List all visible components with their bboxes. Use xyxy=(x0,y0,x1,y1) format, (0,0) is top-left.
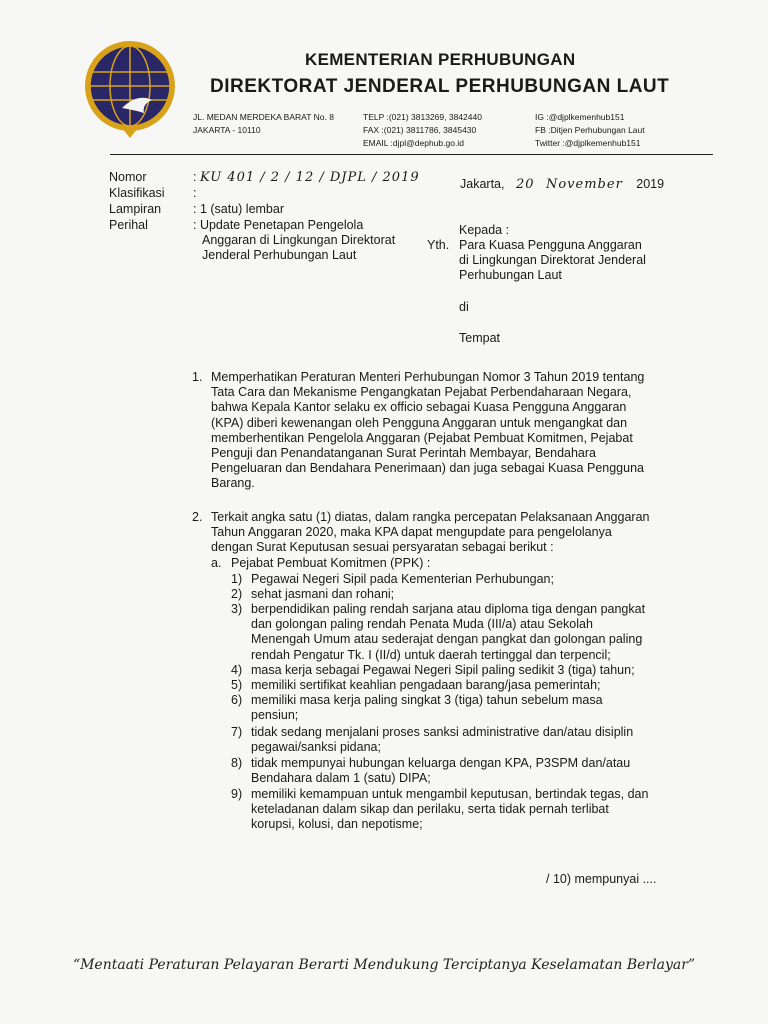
perihal-line: Jenderal Perhubungan Laut xyxy=(202,248,357,262)
text-line: dan golongan paling rendah Penata Muda (III/a) atau Sekolah xyxy=(251,617,593,632)
ministry-title: KEMENTERIAN PERHUBUNGAN xyxy=(305,50,576,69)
text-line: Tahun Anggaran 2020, maka KPA dapat mengupdate para pengelolanya xyxy=(211,525,612,540)
text-line: pensiun; xyxy=(251,708,299,723)
text-line: masa kerja sebagai Pegawai Negeri Sipil paling sedikit 3 (tiga) tahun; xyxy=(251,663,635,677)
subsection-letter: a. xyxy=(211,556,222,570)
date-year: 2019 xyxy=(636,177,665,191)
item-number: 4) xyxy=(231,663,243,677)
header-divider xyxy=(110,154,713,155)
text-line: dengan Surat Keputusan sesuai persyaratan sebagai berikut : xyxy=(211,540,554,555)
requirement-item xyxy=(251,725,671,755)
paragraph-1 xyxy=(211,370,674,492)
text-line: sehat jasmani dan rohani; xyxy=(251,587,395,601)
requirement-item xyxy=(251,663,671,678)
text-line: Tata Cara dan Mekanisme Pengangkatan Pejabat Perbendaharaan Negara, xyxy=(211,385,632,400)
text-line: Penguji dan Penandatanganan Surat Perintah Membayar, Bendahara xyxy=(211,446,597,461)
nomor-handwritten: KU 401 / 2 / 12 / DJPL / 2019 xyxy=(199,170,420,185)
date-month: November xyxy=(545,177,623,192)
date-city: Jakarta, xyxy=(460,177,505,191)
requirement-item xyxy=(251,602,671,663)
requirement-item xyxy=(251,587,671,602)
requirement-item xyxy=(251,756,671,786)
text-line: Menengah Umum atau sederajat dengan pangkat dan golongan paling xyxy=(251,632,643,647)
item-number: 5) xyxy=(231,678,243,692)
requirement-item xyxy=(251,787,671,833)
label-lampiran: Lampiran xyxy=(109,202,162,216)
perihal-line: Anggaran di Lingkungan Direktorat xyxy=(202,233,396,247)
kepada-label: Kepada : xyxy=(459,223,510,237)
text-line: tidak mempunyai hubungan keluarga dengan KPA, P3SPM dan/atau xyxy=(251,756,631,770)
phone-block xyxy=(363,111,523,150)
footer-motto: “Mentaati Peraturan Pelayaran Berarti Mendukung Terciptanya Keselamatan Berlayar” xyxy=(72,957,696,973)
paragraph-2 xyxy=(211,510,674,556)
text-line: Barang. xyxy=(211,476,255,491)
fax-line: FAX :(021) 3811786, 3845430 xyxy=(363,125,477,135)
page-continuation: / 10) mempunyai .... xyxy=(546,872,657,886)
address-block xyxy=(193,111,353,137)
perihal-line: : Update Penetapan Pengelola xyxy=(193,218,364,232)
label-nomor: Nomor xyxy=(109,170,147,184)
directorate-title: DIREKTORAT JENDERAL PERHUBUNGAN LAUT xyxy=(210,76,670,97)
text-line: keteladanan dalam sikap dan perilaku, serta tidak pernah terlibat xyxy=(251,802,609,817)
twitter-line: Twitter :@djplkemenhub151 xyxy=(535,138,641,148)
recipient-line: Perhubungan Laut xyxy=(459,268,562,282)
requirement-item xyxy=(251,572,671,587)
item-number: 7) xyxy=(231,725,243,739)
text-line: Memperhatikan Peraturan Menteri Perhubungan Nomor 3 Tahun 2019 tentang xyxy=(211,370,645,384)
text-line: korupsi, kolusi, dan nepotisme; xyxy=(251,817,423,832)
requirement-item xyxy=(251,693,671,723)
recipient-line: Para Kuasa Pengguna Anggaran xyxy=(459,238,642,252)
requirement-item xyxy=(251,678,671,693)
perihal-value xyxy=(193,218,395,263)
address-line: JAKARTA - 10110 xyxy=(193,125,261,135)
di-label: di xyxy=(459,300,469,314)
address-line: JL. MEDAN MERDEKA BARAT No. 8 xyxy=(193,112,334,122)
yth-label: Yth. xyxy=(427,238,450,252)
letter-date xyxy=(460,177,664,192)
tempat-label: Tempat xyxy=(459,331,500,345)
text-line: memberhentikan Pengelola Anggaran (Pejabat Pembuat Komitmen, Pejabat xyxy=(211,430,633,445)
text-line: memiliki sertifikat keahlian pengadaan barang/jasa pemerintah; xyxy=(251,678,601,692)
text-line: berpendidikan paling rendah sarjana atau diploma tiga dengan pangkat xyxy=(251,602,646,616)
item-number: 3) xyxy=(231,602,243,616)
recipient-block xyxy=(459,223,646,283)
label-perihal: Perihal xyxy=(109,218,148,232)
text-line: memiliki kemampuan untuk mengambil keputusan, bertindak tegas, dan xyxy=(251,787,649,801)
phone-line: TELP :(021) 3813269, 3842440 xyxy=(363,112,482,122)
text-line: bahwa Kepala Kantor selaku ex officio sebagai Kuasa Pengguna Anggaran xyxy=(211,400,627,415)
klasifikasi-value: : xyxy=(193,186,197,200)
item-number: 1) xyxy=(231,572,243,586)
item-number: 9) xyxy=(231,787,243,801)
nomor-value xyxy=(193,170,420,185)
subsection-title: Pejabat Pembuat Komitmen (PPK) : xyxy=(231,556,431,570)
item-number: 8) xyxy=(231,756,243,770)
paragraph-number: 1. xyxy=(192,370,203,384)
instagram-line: IG :@djplkemenhub151 xyxy=(535,112,625,122)
text-line: tidak sedang menjalani proses sanksi administrative dan/atau disiplin xyxy=(251,725,634,739)
lampiran-value: : 1 (satu) lembar xyxy=(193,202,285,216)
label-klasifikasi: Klasifikasi xyxy=(109,186,165,200)
globe-eagle-emblem-icon xyxy=(82,38,178,138)
text-line: memiliki masa kerja paling singkat 3 (tiga) tahun sebelum masa xyxy=(251,693,603,707)
facebook-line: FB :Ditjen Perhubungan Laut xyxy=(535,125,645,135)
text-line: Bendahara dalam 1 (satu) DIPA; xyxy=(251,771,431,786)
date-day: 20 xyxy=(515,177,535,192)
text-line: Pegawai Negeri Sipil pada Kementerian Perhubungan; xyxy=(251,572,554,586)
paragraph-number: 2. xyxy=(192,510,203,524)
text-line: (KPA) diberi kewenangan oleh Pengguna Anggaran untuk mengangkat dan xyxy=(211,415,628,430)
social-block xyxy=(535,111,705,150)
text-line: Terkait angka satu (1) diatas, dalam rangka percepatan Pelaksanaan Anggaran xyxy=(211,510,650,524)
colon: : xyxy=(193,170,197,184)
text-line: rendah Pengatur Tk. I (II/d) untuk daerah tertinggal dan terpencil; xyxy=(251,647,611,662)
text-line: pegawai/sanksi pidana; xyxy=(251,740,381,755)
text-line: Pengeluaran dan Bendahara Penerimaan) dan juga sebagai Kuasa Pengguna xyxy=(211,461,644,476)
item-number: 2) xyxy=(231,587,243,601)
item-number: 6) xyxy=(231,693,243,707)
email-line: EMAIL :djpl@dephub.go.id xyxy=(363,138,464,148)
recipient-line: di Lingkungan Direktorat Jenderal xyxy=(459,253,646,267)
